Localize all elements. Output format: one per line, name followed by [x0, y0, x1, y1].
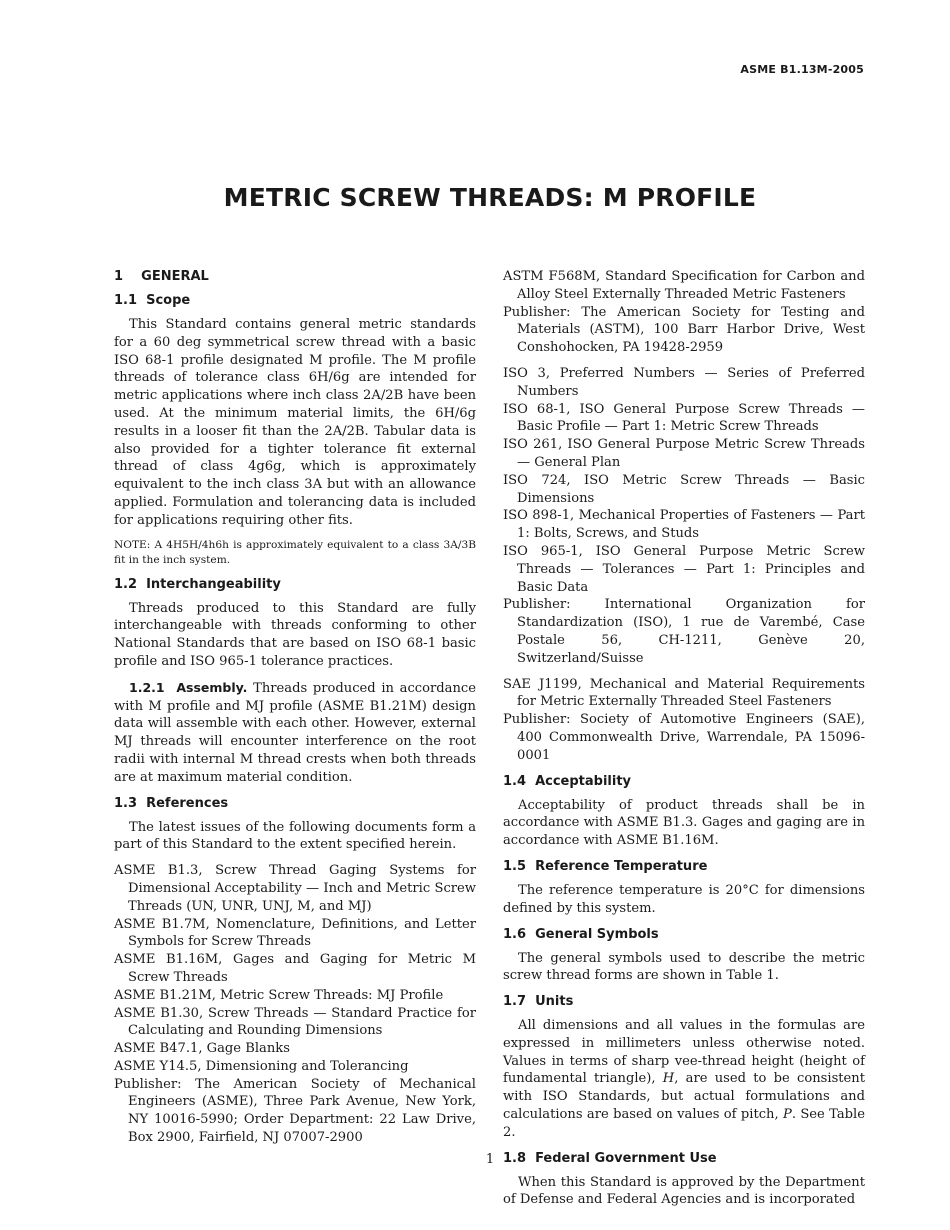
left-column	[114, 268, 476, 1147]
section-1-1-heading: 1.1 Scope	[114, 293, 191, 308]
reference-item: ISO 261, ISO General Purpose Metric Screw Threads — General Plan	[503, 437, 865, 470]
reference-item: ISO 68-1, ISO General Purpose Screw Threads — Basic Profile — Part 1: Metric Screw Threads	[503, 401, 865, 435]
reference-item: ASME B1.16M, Gages and Gaging for Metric M Screw Threads	[114, 952, 476, 985]
federal-use-paragraph: When this Standard is approved by the Department of Defense and Federal Agencies and is incorporated	[503, 1174, 865, 1208]
symbol-P: P	[783, 1107, 792, 1123]
reference-item: ASTM F568M, Standard Specification for Carbon and Alloy Steel Externally Threaded Metric Fasteners	[503, 269, 865, 302]
page-title: METRIC SCREW THREADS: M PROFILE	[223, 183, 757, 212]
reference-item: ISO 965-1, ISO General Purpose Metric Screw Threads — Tolerances — Part 1: Principles and Basic Data	[503, 543, 865, 595]
astm-publisher: Publisher: The American Society for Testing and Materials (ASTM), 100 Barr Harbor Drive, West Conshohocken, PA 19428-2959	[503, 304, 865, 356]
reference-item: ISO 724, ISO Metric Screw Threads — Basic Dimensions	[503, 472, 865, 506]
general-symbols-paragraph: The general symbols used to describe the metric screw thread forms are shown in Table 1.	[503, 950, 865, 984]
acceptability-paragraph: Acceptability of product threads shall be in accordance with ASME B1.3. Gages and gaging are in accordance with ASME B1.16M.	[503, 797, 865, 849]
reference-item: ASME B1.21M, Metric Screw Threads: MJ Profile	[114, 987, 444, 1003]
section-1-3-heading: 1.3 References	[114, 795, 229, 811]
section-1-2-heading: 1.2 Interchangeability	[114, 576, 281, 592]
section-1-6-heading: 1.6 General Symbols	[503, 926, 659, 942]
document-id: ASME B1.13M-2005	[740, 63, 864, 76]
reference-item: ASME B1.3, Screw Thread Gaging Systems for Dimensional Acceptability — Inch and Metric Screw Threads (UN, UNR, UNJ, M, and MJ)	[114, 863, 476, 914]
reference-item: ASME B47.1, Gage Blanks	[114, 1041, 290, 1057]
reference-temperature-paragraph: The reference temperature is 20°C for dimensions defined by this system.	[503, 882, 865, 916]
reference-item: ISO 3, Preferred Numbers — Series of Preferred Numbers	[503, 365, 865, 399]
reference-item: ASME B1.30, Screw Threads — Standard Practice for Calculating and Rounding Dimensions	[114, 1005, 476, 1039]
units-text-c: . See Table 2.	[503, 1107, 865, 1140]
reference-item: ASME B1.7M, Nomenclature, Definitions, and Letter Symbols for Screw Threads	[114, 916, 476, 950]
page-number: 1	[485, 1152, 495, 1167]
section-1-8-heading: 1.8 Federal Government Use	[503, 1150, 717, 1166]
section-1-4-heading: 1.4 Acceptability	[503, 773, 632, 789]
units-text-b: , are used to be consistent with ISO Standards, but actual formulations and calculations are based on values of pitch,	[503, 1071, 865, 1123]
scope-paragraph: This Standard contains general metric standards for a 60 deg symmetrical screw thread with a basic ISO 68-1 profile designated M profile. The M profile threads of tolerance class 6H/6g are intended for metric applications where inch class 2A/2B have been used. At the minimum material limits, the 6H/6g results in a looser fit than the 2A/2B. Tabular data is also provided for a tighter tolerance fit external thread of class 4g6g, which is approximately equivalent to the inch class 3A but with an allowance applied. Formulation and tolerancing data is included for applications requiring other fits.	[114, 317, 476, 528]
iso-publisher: Publisher: International Organization for Standardization (ISO), 1 rue de Varembé, Case Postale 56, CH-1211, Genève 20, Switzerland/Suisse	[503, 597, 865, 666]
section-1-5-heading: 1.5 Reference Temperature	[503, 858, 708, 874]
asme-publisher: Publisher: The American Society of Mechanical Engineers (ASME), Three Park Avenue, New York, NY 10016-5990; Order Department: 22 Law Drive, Box 2900, Fairfield, NJ 07007-2900	[114, 1076, 476, 1146]
references-paragraph: The latest issues of the following documents form a part of this Standard to the extent specified herein.	[114, 819, 476, 853]
section-1-7-heading: 1.7 Units	[503, 994, 574, 1010]
asme-reference-list	[114, 862, 476, 1147]
interchangeability-paragraph: Threads produced to this Standard are fully interchangeable with threads conforming to other National Standards that are based on ISO 68-1 basic profile and ISO 965-1 tolerance practices.	[114, 600, 476, 669]
symbol-H: H	[662, 1071, 675, 1087]
scope-note: NOTE: A 4H5H/4h6h is approximately equivalent to a class 3A/3B fit in the inch system.	[114, 538, 476, 566]
reference-item: SAE J1199, Mechanical and Material Requirements for Metric Externally Threaded Steel Fasteners	[503, 676, 865, 710]
assembly-text: Threads produced in accordance with M profile and MJ profile (ASME B1.21M) design data will assemble with each other. However, external MJ threads will encounter interference on the root radii with internal M thread crests when both threads are at maximum material condition.	[114, 680, 476, 785]
units-text-a: All dimensions and all values in the formulas are expressed in millimeters unless otherwise noted. Values in terms of sharp vee-thread height (height of fundamental triangle),	[503, 1018, 865, 1087]
reference-item: ISO 898-1, Mechanical Properties of Fasteners — Part 1: Bolts, Screws, and Studs	[503, 508, 865, 542]
units-paragraph	[503, 1017, 865, 1142]
assembly-paragraph	[114, 679, 476, 787]
right-column	[503, 268, 865, 1209]
sae-publisher: Publisher: Society of Automotive Engineers (SAE), 400 Commonwealth Drive, Warrendale, PA 15096-0001	[503, 712, 865, 763]
section-1-heading: 1 GENERAL	[114, 269, 209, 284]
reference-item: ASME Y14.5, Dimensioning and Tolerancing	[114, 1058, 409, 1074]
section-1-2-1-heading: 1.2.1 Assembly.	[129, 679, 248, 695]
